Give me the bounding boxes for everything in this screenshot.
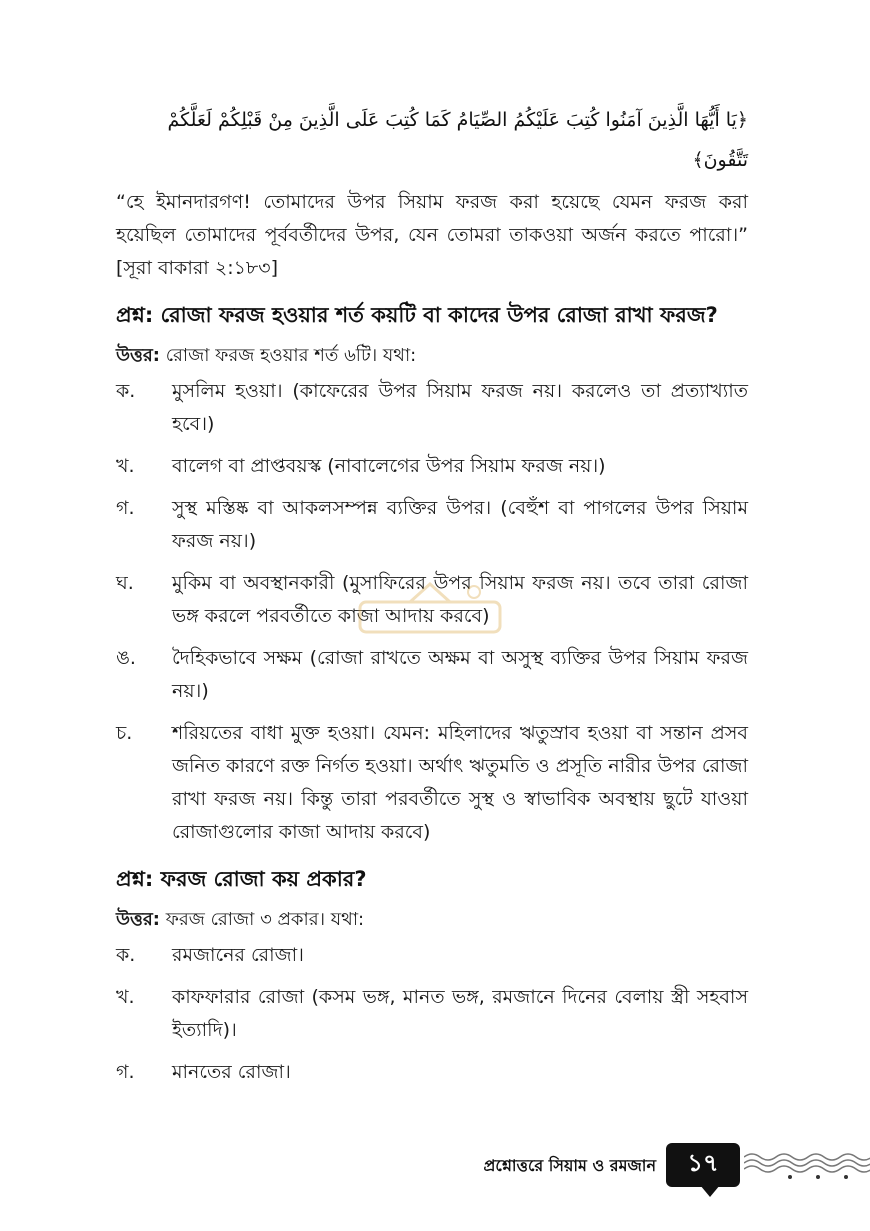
types-list <box>116 939 748 1089</box>
list-marker: খ. <box>116 455 135 477</box>
list-item-text: শরিয়তের বাধা মুক্ত হওয়া। যেমন: মহিলাদের ঋতুস্রাব হওয়া বা সন্তান প্রসব জনিত কারণে রক্ত নির্গত হওয়া। অর্থাৎ ঋতুমতি ও প্রসূতি নারীর উপর রোজা রাখা ফরজ নয়। কিন্তু তারা পরবর্তীতে সুস্থ ও স্বাভাবিক অবস্থায় ছুটে যাওয়া রোজাগুলোর কাজা আদায় করবে) <box>172 722 748 843</box>
list-marker: গ. <box>116 497 135 519</box>
list-item-text: সুস্থ মস্তিষ্ক বা আকলসম্পন্ন ব্যক্তির উপর। (বেহুঁশ বা পাগলের উপর সিয়াম ফরজ নয়।) <box>172 497 748 552</box>
verse-translation: “হে ইমানদারগণ! তোমাদের উপর সিয়াম ফরজ করা হয়েছে যেমন ফরজ করা হয়েছিল তোমাদের পূর্ববর্তীদের উপর, যেন তোমরা তাকওয়া অর্জন করতে পারো।” [সূরা বাকারা ২:১৮৩] <box>116 191 748 279</box>
answer-label: উত্তর: <box>116 909 160 930</box>
question-heading-2: প্রশ্ন: ফরজ রোজা কয় প্রকার? <box>116 867 367 891</box>
list-marker: চ. <box>116 722 133 744</box>
decorative-waves-icon <box>744 1149 870 1185</box>
answer-intro-2 <box>116 905 748 935</box>
list-marker: ঘ. <box>116 572 134 594</box>
list-item-text: রমজানের রোজা। <box>172 944 304 966</box>
list-marker: খ. <box>116 986 135 1008</box>
list-item-text: কাফফারার রোজা (কসম ভঙ্গ, মানত ভঙ্গ, রমজানে দিনের বেলায় স্ত্রী সহবাস ইত্যাদি)। <box>172 986 748 1041</box>
list-item-text: মুসলিম হওয়া। (কাফেরের উপর সিয়াম ফরজ নয়। করলেও তা প্রত্যাখ্যাত হবে।) <box>172 380 748 435</box>
book-title: প্রশ্নোত্তরে সিয়াম ও রমজান <box>483 1156 656 1175</box>
list-marker: গ. <box>116 1061 135 1083</box>
list-item-text: বালেগ বা প্রাপ্তবয়স্ক (নাবালেগের উপর সিয়াম ফরজ নয়।) <box>172 455 606 477</box>
answer-label: উত্তর: <box>116 345 160 366</box>
list-item <box>116 642 748 708</box>
list-marker: ঙ. <box>116 647 136 669</box>
list-item-text: মানতের রোজা। <box>172 1061 291 1083</box>
list-item-text: দৈহিকভাবে সক্ষম (রোজা রাখতে অক্ষম বা অসুস্থ ব্যক্তির উপর সিয়াম ফরজ নয়।) <box>172 647 748 702</box>
page-footer <box>0 1135 870 1205</box>
list-item <box>116 981 748 1047</box>
list-item-text: মুকিম বা অবস্থানকারী (মুসাফিরের উপর সিয়াম ফরজ নয়। তবে তারা রোজা ভঙ্গ করলে পরবর্তীতে কাজা আদায় করবে) <box>172 572 748 627</box>
list-item <box>116 1056 748 1089</box>
answer-text: ফরজ রোজা ৩ প্রকার। যথা: <box>160 909 365 930</box>
page-badge-tail <box>700 1185 720 1197</box>
list-item <box>116 939 748 972</box>
list-item <box>116 717 748 849</box>
list-item <box>116 450 748 483</box>
list-marker: ক. <box>116 944 136 966</box>
list-item <box>116 375 748 441</box>
page-number: ১৭ <box>666 1143 740 1187</box>
list-marker: ক. <box>116 380 136 402</box>
quran-verse-arabic: ﴿يَا أَيُّهَا الَّذِينَ آمَنُوا كُتِبَ عَلَيْكُمُ الصِّيَامُ كَمَا كُتِبَ عَلَى الَّذِينَ مِنْ قَبْلِكُمْ لَعَلَّكُمْ تَتَّقُونَ﴾ <box>167 109 748 171</box>
list-item <box>116 492 748 558</box>
question-heading-1: প্রশ্ন: রোজা ফরজ হওয়ার শর্ত কয়টি বা কাদের উপর রোজা রাখা ফরজ? <box>116 303 718 327</box>
answer-intro-1 <box>116 341 748 371</box>
publisher-watermark-icon <box>350 578 510 638</box>
answer-text: রোজা ফরজ হওয়ার শর্ত ৬টি। যথা: <box>160 345 417 366</box>
